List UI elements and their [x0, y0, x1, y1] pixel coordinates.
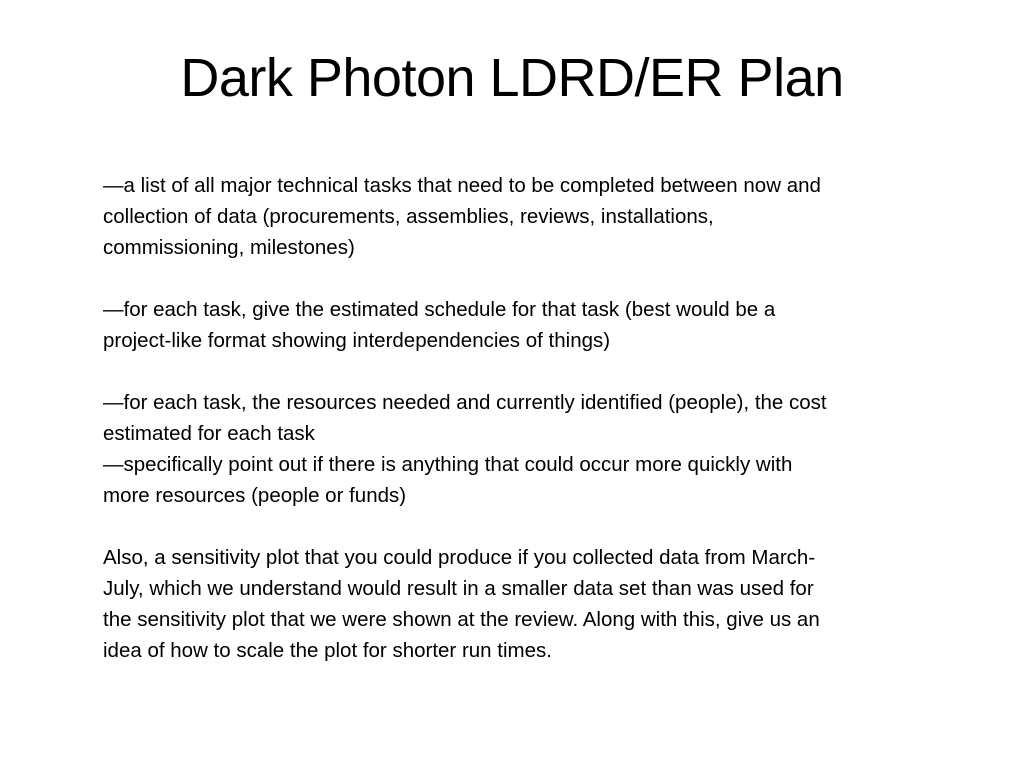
body-line: project-like format showing interdependencies of things) — [103, 329, 611, 352]
paragraph-spacer — [103, 356, 953, 387]
body-line: Also, a sensitivity plot that you could produce if you collected data from March- — [103, 546, 816, 569]
body-line: —for each task, the resources needed and currently identified (people), the cost — [103, 391, 827, 414]
body-line: —for each task, give the estimated schedule for that task (best would be a — [103, 298, 776, 321]
body-line: estimated for each task — [103, 422, 315, 445]
body-line: collection of data (procurements, assemblies, reviews, installations, — [103, 205, 714, 228]
body-line: idea of how to scale the plot for shorter run times. — [103, 639, 552, 662]
body-line: the sensitivity plot that we were shown at the review. Along with this, give us an — [103, 608, 820, 631]
body-line: July, which we understand would result in a smaller data set than was used for — [103, 577, 814, 600]
slide-body — [103, 170, 953, 666]
body-line: —specifically point out if there is anything that could occur more quickly with — [103, 453, 793, 476]
paragraph-resources — [103, 387, 953, 511]
paragraph-spacer — [103, 511, 953, 542]
paragraph-task-list — [103, 170, 953, 263]
paragraph-spacer — [103, 263, 953, 294]
paragraph-sensitivity-plot — [103, 542, 953, 666]
body-line: commissioning, milestones) — [103, 236, 355, 259]
paragraph-schedule — [103, 294, 953, 356]
body-line: more resources (people or funds) — [103, 484, 407, 507]
slide-title: Dark Photon LDRD/ER Plan — [180, 48, 844, 108]
body-line: —a list of all major technical tasks that need to be completed between now and — [103, 174, 821, 197]
